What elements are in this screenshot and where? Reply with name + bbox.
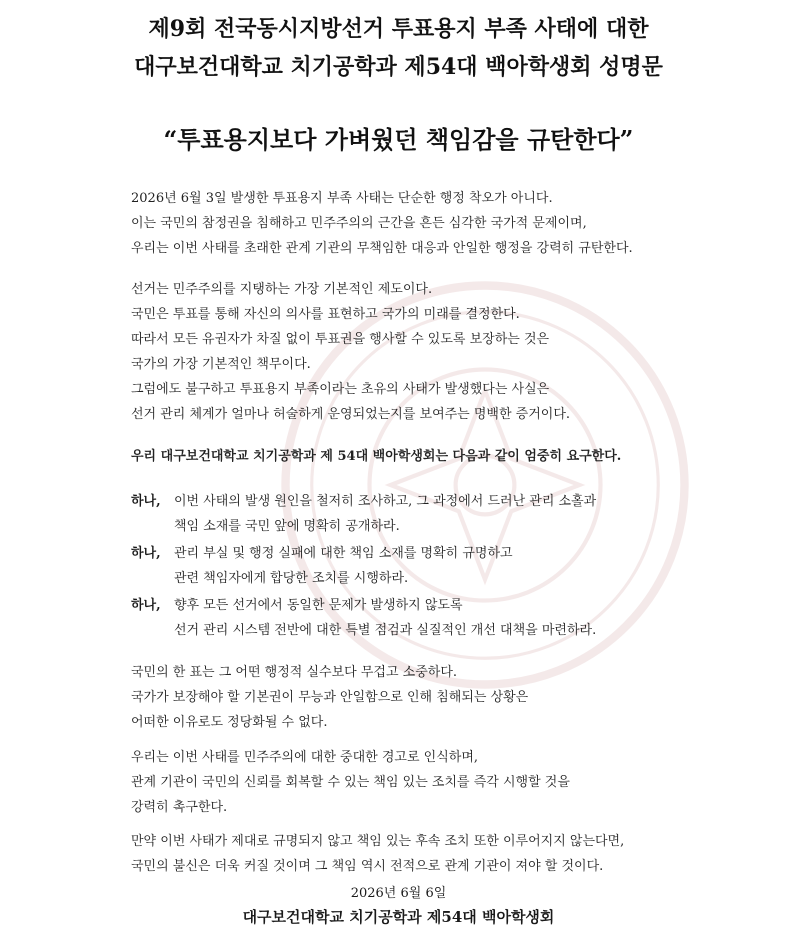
para2-line-6: 선거 관리 체계가 얼마나 허술하게 운영되었는지를 보여주는 명백한 증거이다. xyxy=(131,407,571,422)
para4-line-2: 관계 기관이 국민의 신뢰를 회복할 수 있는 책임 있는 조치를 즉각 시행할 것을 xyxy=(131,775,570,790)
statement-date: 2026년 6월 6일 xyxy=(350,886,447,901)
para4-line-3: 강력히 촉구한다. xyxy=(131,800,228,815)
para3-line-2: 국가가 보장해야 할 기본권이 무능과 안일함으로 인해 침해되는 상황은 xyxy=(131,690,529,705)
demand-1-head: 하나, xyxy=(131,494,161,509)
demand-1-line-1: 이번 사태의 발생 원인을 철저히 조사하고, 그 과정에서 드러난 관리 소홀과 xyxy=(174,494,597,509)
demand-3-line-1: 향후 모든 선거에서 동일한 문제가 발생하지 않도록 xyxy=(174,598,463,613)
demand-3-line-2: 선거 관리 시스템 전반에 대한 특별 점검과 실질적인 개선 대책을 마련하라. xyxy=(174,623,597,638)
para3-line-3: 어떠한 이유로도 정당화될 수 없다. xyxy=(131,715,328,730)
title-line-2: 대구보건대학교 치기공학과 제54대 백아학생회 성명문 xyxy=(134,54,663,80)
para2-line-3: 따라서 모든 유권자가 차질 없이 투표권을 행사할 수 있도록 보장하는 것은 xyxy=(131,332,550,347)
demand-1-line-2: 책임 소재를 국민 앞에 명확히 공개하라. xyxy=(174,519,400,534)
signature-organization: 대구보건대학교 치기공학과 제54대 백아학생회 xyxy=(242,908,555,926)
para1-line-3: 우리는 이번 사태를 초래한 관계 기관의 무책임한 대응과 안일한 행정을 강력히 규탄한다. xyxy=(131,241,633,256)
para2-line-1: 선거는 민주주의를 지탱하는 가장 기본적인 제도이다. xyxy=(131,282,433,297)
para2-line-2: 국민은 투표를 통해 자신의 의사를 표현하고 국가의 미래를 결정한다. xyxy=(131,307,520,322)
para1-line-1: 2026년 6월 3일 발생한 투표용지 부족 사태는 단순한 행정 착오가 아니다. xyxy=(131,191,553,206)
demand-intro: 우리 대구보건대학교 치기공학과 제 54대 백아학생회는 다음과 같이 엄중히 요구한다. xyxy=(131,449,622,464)
para4-line-1: 우리는 이번 사태를 민주주의에 대한 중대한 경고로 인식하며, xyxy=(131,750,479,765)
para2-line-5: 그럼에도 불구하고 투표용지 부족이라는 초유의 사태가 발생했다는 사실은 xyxy=(131,382,550,397)
demand-3-head: 하나, xyxy=(131,598,161,613)
demand-2-line-2: 관련 책임자에게 합당한 조치를 시행하라. xyxy=(174,571,409,586)
title-line-1: 제9회 전국동시지방선거 투표용지 부족 사태에 대한 xyxy=(148,16,649,42)
demand-2-head: 하나, xyxy=(131,546,161,561)
headline: “투표용지보다 가벼웠던 책임감을 규탄한다” xyxy=(163,125,634,154)
para5-line-1: 만약 이번 사태가 제대로 규명되지 않고 책임 있는 후속 조치 또한 이루어지지 않는다면, xyxy=(131,834,625,849)
para1-line-2: 이는 국민의 참정권을 침해하고 민주주의의 근간을 흔든 심각한 국가적 문제이며, xyxy=(131,216,587,231)
para3-line-1: 국민의 한 표는 그 어떤 행정적 실수보다 무겁고 소중하다. xyxy=(131,665,458,680)
demand-2-line-1: 관리 부실 및 행정 실패에 대한 책임 소재를 명확히 규명하고 xyxy=(174,546,513,561)
para2-line-4: 국가의 가장 기본적인 책무이다. xyxy=(131,357,311,372)
para5-line-2: 국민의 불신은 더욱 커질 것이며 그 책임 역시 전적으로 관계 기관이 져야 할 것이다. xyxy=(131,859,604,874)
